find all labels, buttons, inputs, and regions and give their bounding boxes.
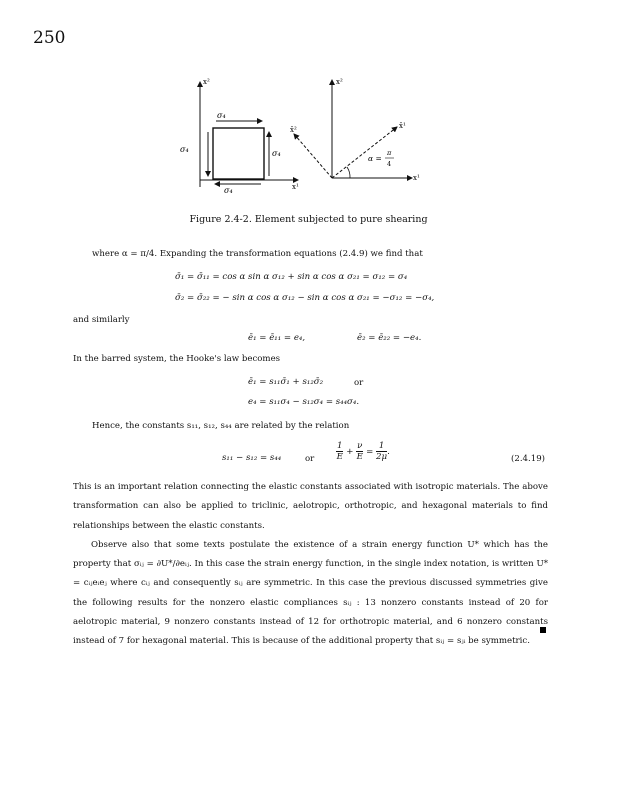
hence-line: Hence, the constants s₁₁, s₁₂, s₄₄ are related by the relation: [92, 421, 350, 431]
equation-elastic-moduli: $\frac{1}{E}$ + $\frac{\nu}{E}$ = $\frac{1}{2\mu}$ .: [336, 441, 390, 462]
label-x1-left: x¹: [292, 183, 299, 191]
paragraph-isotropic: This is an important relation connecting the elastic constants associated with isotropic materials. The above transformation can also be applied to triclinic, aelotropic, orthotropic, and hexagonal materials to find relationships between the elastic constants.: [73, 482, 548, 531]
where-line: where α = π/4. Expanding the transformation equations (2.4.9) we find that: [92, 249, 423, 259]
label-sigma4-bottom: σ₄: [224, 186, 233, 195]
equation-sigma2: σ̄₂ = σ̄₂₂ = − sin α cos α σ₁₂ − sin α cos α σ₂₁ = −σ₁₂ = −σ₄,: [175, 293, 435, 303]
equation-s-relation: s₁₁ − s₁₂ = s₄₄: [222, 453, 282, 463]
page-number: 250: [33, 28, 66, 48]
label-sigma4-top: σ₄: [217, 111, 226, 120]
label-x2-left: x²: [203, 78, 210, 86]
label-x1-right: x¹: [413, 174, 420, 182]
label-x1-bar: x̄¹: [399, 122, 406, 130]
label-sigma4-left: σ₄: [180, 145, 189, 154]
figure-pure-shearing: [172, 72, 440, 197]
label-x2-right: x²: [336, 78, 343, 86]
figure-caption: Figure 2.4-2. Element subjected to pure shearing: [189, 214, 428, 225]
fraction-nu-over-E: $\frac{\nu}{E}$: [356, 441, 363, 462]
label-x2-bar: x̄²: [290, 126, 297, 134]
equation-e2: ē₂ = ē₂₂ = −e₄.: [357, 333, 422, 343]
equation-or-1: or: [354, 378, 364, 388]
end-of-proof-mark: [540, 627, 546, 633]
equation-number: (2.4.19): [511, 454, 546, 464]
fraction-1-over-E: $\frac{1}{E}$: [336, 441, 343, 462]
paragraph-strain-energy: Observe also that some texts postulate the existence of a strain energy function U* which has the property that σᵢⱼ = ∂U*/∂eᵢⱼ. In this case the strain energy function, in the single index notation, is written U* = cᵢⱼeᵢeⱼ where cᵢⱼ and consequently sᵢⱼ are symmetric. In this case the previous discussed symmetries give the following results for the nonzero elastic compliances sᵢⱼ : 13 nonzero constants instead of 20 for aelotropic material, 9 nonzero constants instead of 12 for orthotropic material, and 6 nonzero constants instead of 7 for hexagonal material. This is because of the additional property that sᵢⱼ = sⱼᵢ be symmetric.: [73, 539, 548, 647]
equation-hooke-barred: ē₁ = s₁₁σ̄₁ + s₁₂σ̄₂: [248, 377, 324, 387]
figure-diagram: [172, 72, 440, 197]
label-pi: π: [387, 149, 392, 157]
and-similarly: and similarly: [73, 315, 130, 325]
equation-sigma1: σ̄₁ = σ̄₁₁ = cos α sin α σ₁₂ + sin α cos α σ₂₁ = σ₁₂ = σ₄: [175, 272, 408, 282]
body-paragraphs: [73, 478, 548, 652]
fraction-1-over-2mu: $\frac{1}{2\mu}$: [376, 441, 388, 462]
label-sigma4-right: σ₄: [272, 149, 281, 158]
label-alpha: α =: [368, 154, 382, 163]
barred-line: In the barred system, the Hooke's law becomes: [73, 354, 281, 364]
equation-or-2: or: [305, 454, 315, 464]
x2-bar-axis: [294, 134, 332, 178]
equation-e1: ē₁ = ē₁₁ = e₄,: [248, 333, 306, 343]
equation-e4: e₄ = s₁₁σ₄ − s₁₂σ₄ = s₄₄σ₄.: [248, 397, 360, 407]
alpha-arc: [347, 167, 350, 178]
element-square: [213, 128, 264, 179]
label-four: 4: [387, 160, 392, 168]
